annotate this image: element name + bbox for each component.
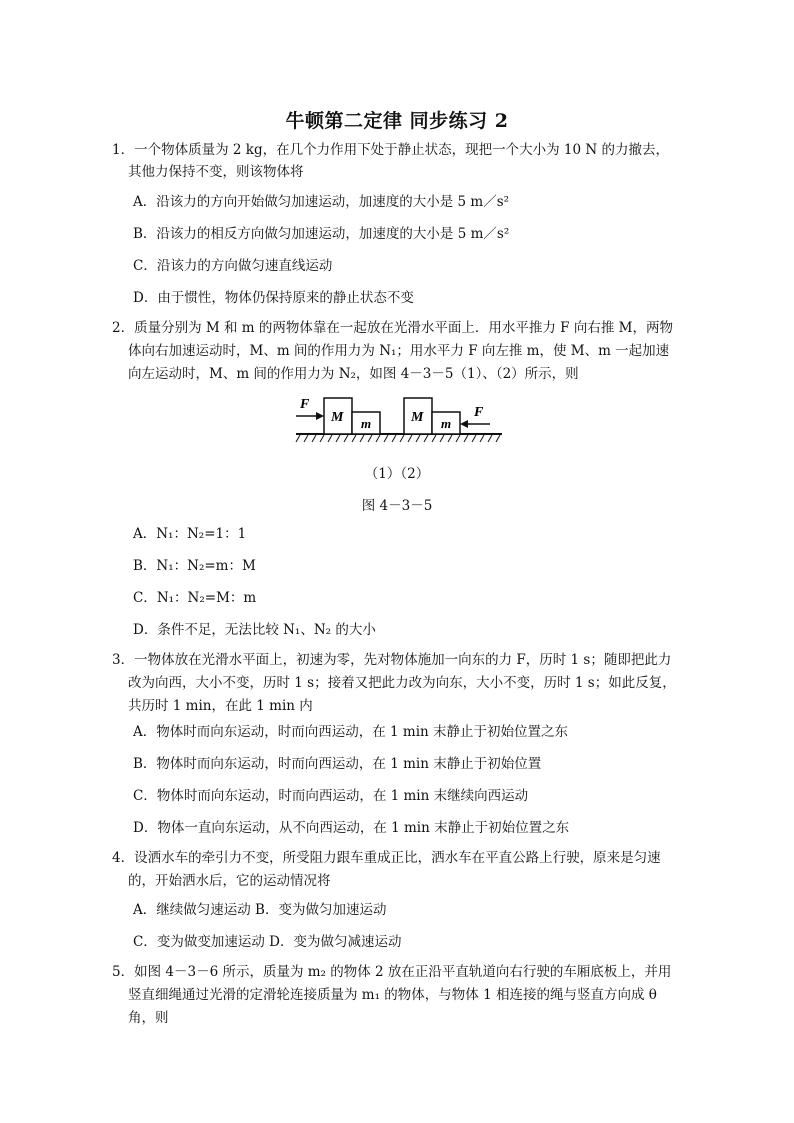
question-3-line-1: 3．一物体放在光滑水平面上，初速为零，先对物体施加一向东的力 F，历时 1 s；随即把此力 <box>112 652 672 668</box>
question-3-option-b: B．物体时而向东运动，时而向西运动，在 1 min 末静止于初始位置 <box>133 756 542 772</box>
question-5-line-3: 角，则 <box>128 1010 169 1026</box>
question-4-options-row-1: A．继续做匀速运动 B．变为做匀加速运动 <box>133 902 387 918</box>
question-2-number: 2． <box>112 320 135 336</box>
block-m-1-label: m <box>361 416 372 431</box>
page-title: 牛顿第二定律 同步练习 2 <box>285 110 509 132</box>
question-1-line-2: 其他力保持不变，则该物体将 <box>128 164 304 180</box>
question-1-option-b: B．沿该力的相反方向做匀加速运动，加速度的大小是 5 m／s² <box>133 226 510 242</box>
block-M-2-label: M <box>411 410 424 425</box>
arrowhead-left-icon <box>460 420 468 428</box>
question-3-option-c: C．物体时而向东运动，时而向西运动，在 1 min 末继续向西运动 <box>133 788 529 804</box>
question-5-line-2: 竖直细绳通过光滑的定滑轮连接质量为 m₁ 的物体，与物体 1 相连接的绳与竖直方向成 θ <box>128 987 657 1003</box>
force-label-1: F <box>300 397 310 412</box>
question-4-line-1: 4．设洒水车的牵引力不变，所受阻力跟车重成正比，洒水车在平直公路上行驶，原来是匀速 <box>112 850 661 866</box>
question-4-number: 4． <box>112 850 135 866</box>
question-2-option-a: A．N₁：N₂=1：1 <box>133 526 247 542</box>
question-1-number: 1． <box>112 142 135 158</box>
question-1-option-d: D．由于惯性，物体仍保持原来的静止状态不变 <box>133 290 414 306</box>
question-1-option-a: A．沿该力的方向开始做匀加速运动，加速度的大小是 5 m／s² <box>133 194 510 210</box>
ground-hatching <box>296 435 500 442</box>
question-2-line-2: 体向右加速运动时，M、m 间的作用力为 N₁；用水平力 F 向左推 m，使 M、m 一起加速 <box>128 343 670 359</box>
question-3-option-d: D．物体一直向东运动，从不向西运动，在 1 min 末静止于初始位置之东 <box>133 820 570 836</box>
block-m-2-label: m <box>441 416 452 431</box>
question-4-line-2: 的，开始洒水后，它的运动情况将 <box>128 873 331 889</box>
question-1-option-c: C．沿该力的方向做匀速直线运动 <box>133 258 333 274</box>
question-2-line-1: 2．质量分别为 M 和 m 的两物体靠在一起放在光滑水平面上．用水平推力 F 向右推 M，两物 <box>112 320 673 336</box>
force-label-2: F <box>474 405 484 420</box>
question-1-line-1: 1．一个物体质量为 2 kg，在几个力作用下处于静止状态，现把一个大小为 10 N 的力撤去， <box>112 142 669 158</box>
question-3-number: 3． <box>112 652 135 668</box>
arrowhead-right-icon <box>316 412 324 420</box>
question-2-option-b: B．N₁：N₂=m：M <box>133 558 256 574</box>
figure-caption: 图 4－3－5 <box>361 498 433 514</box>
question-3-option-a: A．物体时而向东运动，时而向西运动，在 1 min 末静止于初始位置之东 <box>133 724 569 740</box>
question-5-line-1: 5．如图 4－3－6 所示，质量为 m₂ 的物体 2 放在正沿平直轨道向右行驶的车厢底板上，并用 <box>112 964 672 980</box>
question-2-line-3: 向左运动时，M、m 间的作用力为 N₂，如图 4－3－5（1）、（2）所示，则 <box>128 366 579 382</box>
question-3-line-2: 改为向西，大小不变，历时 1 s；接着又把此力改为向东，大小不变，历时 1 s；如此反复， <box>128 675 676 691</box>
question-3-line-3: 共历时 1 min，在此 1 min 内 <box>128 698 313 714</box>
block-M-1-label: M <box>331 410 344 425</box>
question-5-number: 5． <box>112 964 135 980</box>
figure-subcaption: （1）（2） <box>364 466 430 482</box>
question-4-options-row-2: C．变为做变加速运动 D．变为做匀减速运动 <box>133 934 402 950</box>
question-2-option-c: C．N₁：N₂=M：m <box>133 590 257 606</box>
question-2-option-d: D．条件不足，无法比较 N₁、N₂ 的大小 <box>133 622 376 638</box>
figure-4-3-5 <box>294 392 504 444</box>
